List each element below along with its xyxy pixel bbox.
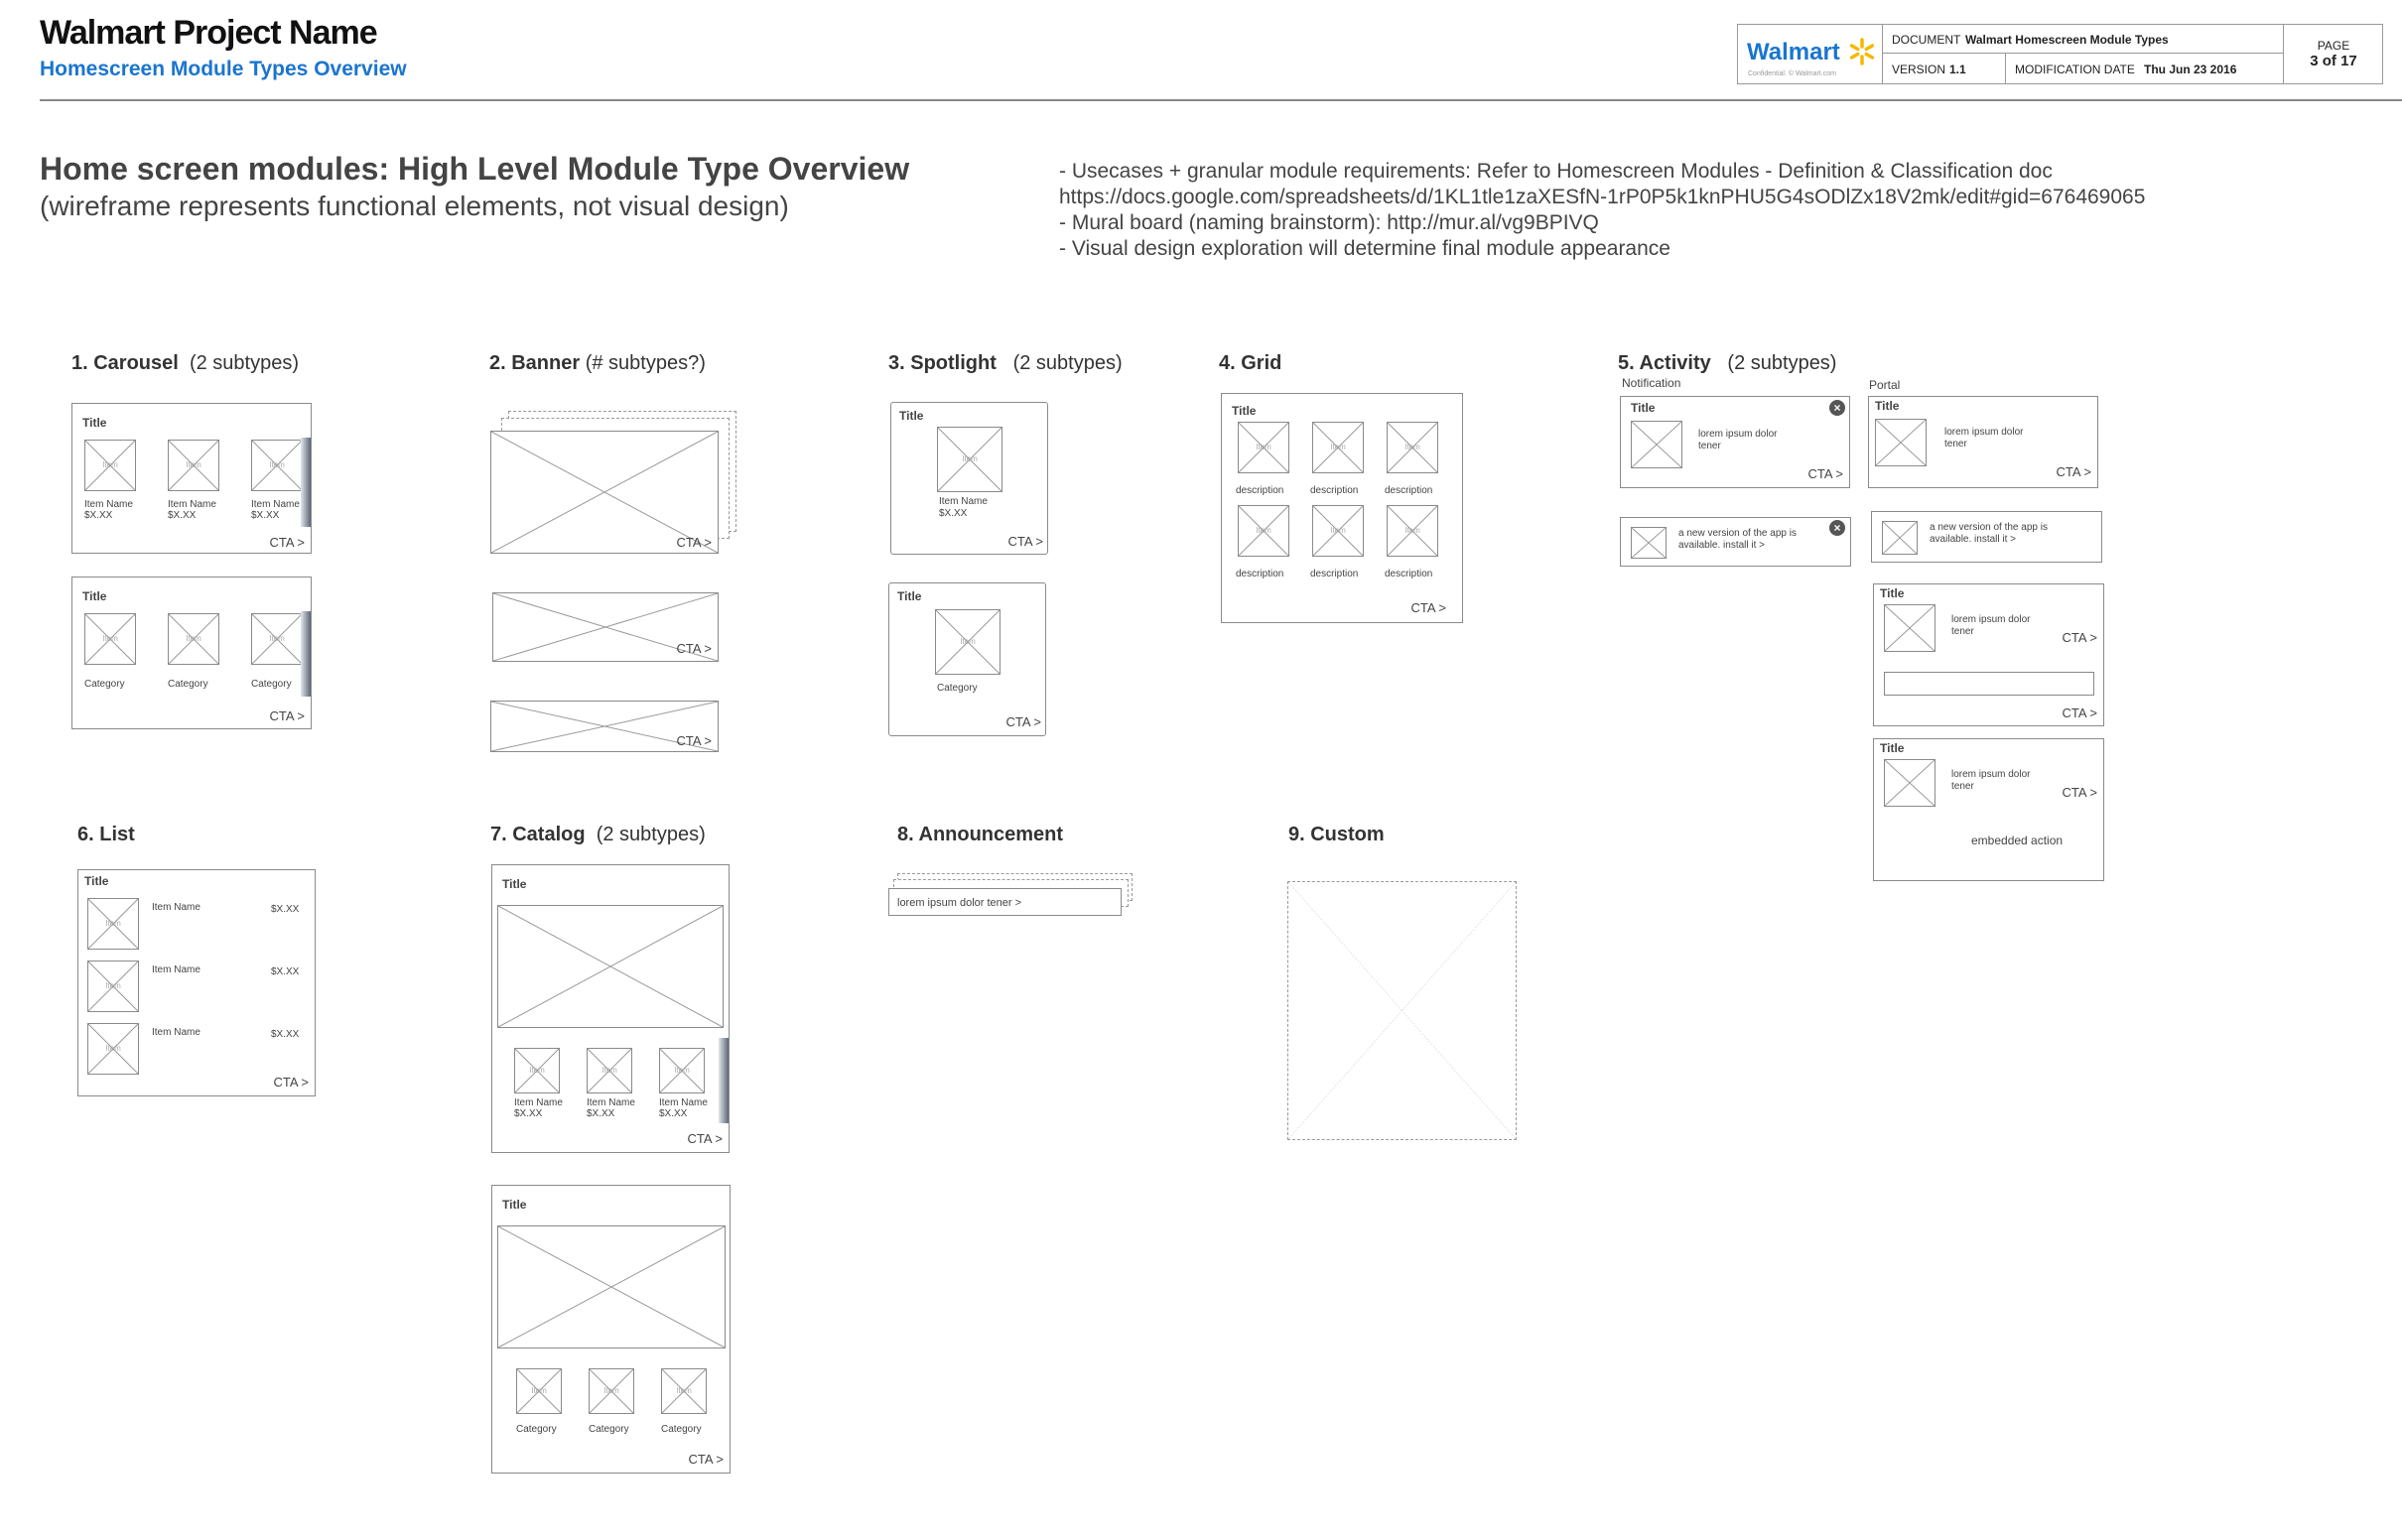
item-name: Item Name (587, 1097, 635, 1108)
document-label: DOCUMENT (1892, 33, 1961, 47)
activity-portal-embedded-card (1873, 738, 2104, 881)
catalog-hero-placeholder (497, 1225, 726, 1348)
carousel-scroll-hint[interactable] (301, 611, 311, 697)
intro-note: - Usecases + granular module requirements: Refer to Homescreen Modules - Definition & Classification doc (1059, 160, 2053, 183)
item-image-placeholder: Item (937, 427, 1002, 492)
cta-link[interactable]: CTA > (269, 708, 305, 723)
section-announcement-heading: 8. Announcement (897, 824, 1064, 845)
page-cell (2283, 25, 2383, 83)
grid-cell-description: description (1310, 569, 1359, 579)
item-price: $X.XX (84, 510, 113, 521)
mod-date-label: MODIFICATION DATE (2015, 63, 2135, 76)
grid-cell-image: Item (1238, 505, 1289, 557)
catalog-hero-placeholder (497, 905, 724, 1028)
list-item-image: Item (87, 1023, 139, 1075)
notification-subtype-label: Notification (1622, 376, 1681, 390)
category-label: Category (589, 1424, 629, 1435)
item-image-placeholder: Item (168, 440, 219, 491)
section-catalog-heading: 7. Catalog (2 subtypes) (490, 824, 706, 845)
activity-image-placeholder (1875, 419, 1927, 466)
placeholder-cross (1885, 760, 1935, 806)
section-list-heading: 6. List (77, 824, 135, 845)
item-name: Item Name (168, 499, 216, 510)
grid-cell-image: Item (1238, 422, 1289, 473)
activity-text-line: lorem ipsum dolor (1951, 769, 2031, 780)
spotlight-module-category (888, 582, 1046, 736)
category-image-placeholder: Item (251, 613, 303, 665)
module-title: Title (82, 416, 107, 430)
version-value: 1.1 (1949, 63, 1966, 76)
document-row (1882, 25, 2283, 54)
grid-cell-description: description (1310, 485, 1359, 496)
activity-update-notification (1620, 517, 1851, 567)
page-label: PAGE (2317, 39, 2350, 53)
item-image-placeholder: Item (587, 1048, 632, 1093)
walmart-logo (1738, 25, 1883, 83)
module-title: Title (1631, 401, 1656, 415)
cta-link[interactable]: CTA > (1807, 466, 1843, 481)
module-title: Title (897, 589, 922, 603)
doc-info-table (1737, 24, 2383, 84)
item-price: $X.XX (939, 508, 968, 519)
module-title: Title (502, 1198, 527, 1212)
item-price: $X.XX (587, 1108, 615, 1119)
grid-cell-image: Item (1312, 505, 1364, 557)
placeholder-cross (1632, 528, 1666, 558)
version-label: VERSION (1892, 63, 1946, 76)
logo-wordmark: Walmart (1747, 39, 1840, 65)
list-item-name: Item Name (152, 902, 200, 913)
banner-medium-placeholder (492, 592, 719, 662)
catalog-scroll-hint[interactable] (719, 1038, 729, 1123)
section-custom-heading: 9. Custom (1288, 824, 1385, 845)
install-link[interactable]: available. install it > (1930, 534, 2016, 545)
app-icon-placeholder (1631, 527, 1667, 559)
catalog-module-product (491, 864, 730, 1153)
placeholder-cross (498, 906, 723, 1027)
project-name: Walmart Project Name (40, 14, 377, 52)
placeholder-cross (1876, 420, 1926, 465)
module-title: Title (84, 874, 109, 888)
document-value: Walmart Homescreen Module Types (1965, 33, 2169, 47)
list-item-price: $X.XX (271, 904, 300, 915)
list-item-price: $X.XX (271, 1029, 300, 1040)
item-name: Item Name (514, 1097, 563, 1108)
category-label: Category (516, 1424, 557, 1435)
activity-text-line: lorem ipsum dolor (1944, 427, 2024, 438)
item-image-placeholder: Item (84, 440, 136, 491)
item-image-placeholder: Item (251, 440, 303, 491)
module-title: Title (1875, 399, 1900, 413)
version-cell (1882, 53, 2006, 83)
activity-text-line: tener (1944, 439, 1967, 449)
placeholder-cross (1883, 522, 1917, 554)
doc-subtitle: Homescreen Module Types Overview (40, 58, 407, 80)
item-name: Item Name (84, 499, 133, 510)
item-price: $X.XX (251, 510, 280, 521)
section-carousel-heading: 1. Carousel (2 subtypes) (71, 352, 300, 374)
activity-portal-card (1868, 396, 2098, 488)
module-title: Title (1880, 586, 1905, 600)
item-name: Item Name (939, 496, 988, 507)
portal-subtype-label: Portal (1869, 378, 1901, 392)
mod-date-value: Thu Jun 23 2016 (2144, 63, 2237, 76)
intro-note: - Mural board (naming brainstorm): http://mur.al/vg9BPIVQ (1059, 211, 1599, 234)
catalog-module-category (491, 1185, 731, 1474)
category-image-placeholder: Item (935, 609, 1001, 675)
custom-module-placeholder (1287, 881, 1517, 1140)
module-title: Title (502, 877, 527, 891)
module-title: Title (899, 409, 924, 423)
cta-link[interactable]: CTA > (676, 641, 712, 656)
grid-cell-description: description (1385, 485, 1433, 496)
section-spotlight-heading: 3. Spotlight (2 subtypes) (888, 352, 1123, 374)
grid-cell-image: Item (1387, 505, 1438, 557)
activity-text-line: lorem ipsum dolor (1698, 429, 1778, 440)
update-text-line: a new version of the app is (1678, 528, 1797, 539)
category-label: Category (661, 1424, 702, 1435)
carousel-module-product (71, 403, 312, 554)
section-activity-heading: 5. Activity (2 subtypes) (1618, 352, 1837, 374)
intro-subtitle: (wireframe represents functional elements, not visual design) (40, 191, 789, 221)
announcement-text[interactable]: lorem ipsum dolor tener > (897, 897, 1022, 909)
intro-title: Home screen modules: High Level Module Type Overview (40, 151, 910, 187)
close-icon[interactable]: × (1829, 520, 1845, 536)
activity-notification-card (1620, 396, 1850, 488)
section-banner-heading: 2. Banner (# subtypes?) (489, 352, 706, 374)
cta-link[interactable]: CTA > (2056, 464, 2091, 479)
category-label: Category (84, 679, 125, 690)
item-price: $X.XX (514, 1108, 543, 1119)
cta-link[interactable]: CTA > (2062, 706, 2097, 720)
spark-icon (1847, 37, 1877, 66)
placeholder-cross (1885, 605, 1935, 651)
item-image-placeholder: Item (659, 1048, 705, 1093)
grid-cell-description: description (1236, 485, 1284, 496)
item-image-placeholder: Item (514, 1048, 560, 1093)
category-label: Category (251, 679, 292, 690)
activity-text-line: tener (1698, 441, 1721, 451)
grid-cell-image: Item (1312, 422, 1364, 473)
item-name: Item Name (659, 1097, 708, 1108)
banner-hero-placeholder (490, 431, 719, 554)
activity-text-line: tener (1951, 626, 1974, 637)
module-title: Title (1232, 404, 1257, 418)
spotlight-module-product (890, 402, 1048, 555)
intro-notes (1059, 159, 2145, 262)
item-name: Item Name (251, 499, 300, 510)
item-price: $X.XX (659, 1108, 688, 1119)
cta-link[interactable]: CTA > (1007, 534, 1043, 549)
grid-cell-image: Item (1387, 422, 1438, 473)
category-image-placeholder: Item (84, 613, 136, 665)
cta-link[interactable]: CTA > (269, 535, 305, 550)
intro-note: - Visual design exploration will determine final module appearance (1059, 237, 1670, 260)
intro-note-link[interactable]: https://docs.google.com/spreadsheets/d/1KL1tle1zaXESfN-1rP0P5k1knPHU5G4sODlZx18V2mk/edit#gid=676469065 (1059, 186, 2146, 208)
category-image-placeholder: Item (168, 613, 219, 665)
update-text-line: a new version of the app is (1930, 522, 2048, 533)
header-divider (40, 99, 2402, 101)
list-module (77, 869, 316, 1096)
cta-link[interactable]: CTA > (2062, 630, 2097, 645)
category-image-placeholder: Item (589, 1368, 634, 1414)
carousel-scroll-hint[interactable] (301, 438, 311, 527)
activity-image-placeholder (1631, 421, 1682, 468)
list-item-price: $X.XX (271, 966, 300, 977)
activity-text-line: tener (1951, 781, 1974, 792)
list-item-image: Item (87, 898, 139, 950)
cta-link[interactable]: CTA > (2062, 785, 2097, 800)
grid-cell-description: description (1385, 569, 1433, 579)
page-number: 3 of 17 (2310, 53, 2357, 69)
activity-image-placeholder (1884, 604, 1935, 652)
activity-text-line: lorem ipsum dolor (1951, 614, 2031, 625)
cta-link[interactable]: CTA > (687, 1131, 723, 1146)
announcement-bar[interactable] (888, 888, 1122, 916)
category-label: Category (168, 679, 208, 690)
cta-link[interactable]: CTA > (273, 1075, 309, 1090)
list-item-name: Item Name (152, 964, 200, 975)
section-grid-heading: 4. Grid (1219, 352, 1282, 374)
grid-module (1221, 393, 1463, 623)
placeholder-cross (1632, 422, 1681, 467)
install-link[interactable]: available. install it > (1678, 540, 1765, 551)
list-item-name: Item Name (152, 1027, 200, 1038)
logo-subtext: Confidential. © Walmart.com (1748, 70, 1836, 77)
module-title: Title (1880, 741, 1905, 755)
category-image-placeholder: Item (516, 1368, 562, 1414)
cta-link[interactable]: CTA > (676, 535, 712, 550)
grid-cell-description: description (1236, 569, 1284, 579)
banner-slim-placeholder (490, 701, 719, 752)
cta-link[interactable]: CTA > (1005, 714, 1041, 729)
cta-link[interactable]: CTA > (1410, 600, 1446, 615)
embedded-action[interactable]: embedded action (1971, 834, 2064, 847)
app-icon-placeholder (1882, 521, 1918, 555)
embedded-input-field[interactable] (1884, 672, 2094, 696)
category-label: Category (937, 683, 978, 694)
carousel-module-category (71, 577, 312, 729)
mod-date-cell (2005, 53, 2283, 83)
close-icon[interactable]: × (1829, 400, 1845, 416)
item-price: $X.XX (168, 510, 197, 521)
category-image-placeholder: Item (661, 1368, 707, 1414)
cta-link[interactable]: CTA > (676, 733, 712, 748)
cta-link[interactable]: CTA > (688, 1452, 724, 1467)
placeholder-cross (498, 1226, 725, 1348)
activity-portal-update (1871, 511, 2102, 563)
module-title: Title (82, 589, 107, 603)
activity-portal-input-card (1873, 583, 2104, 726)
activity-image-placeholder (1884, 759, 1935, 807)
list-item-image: Item (87, 961, 139, 1012)
